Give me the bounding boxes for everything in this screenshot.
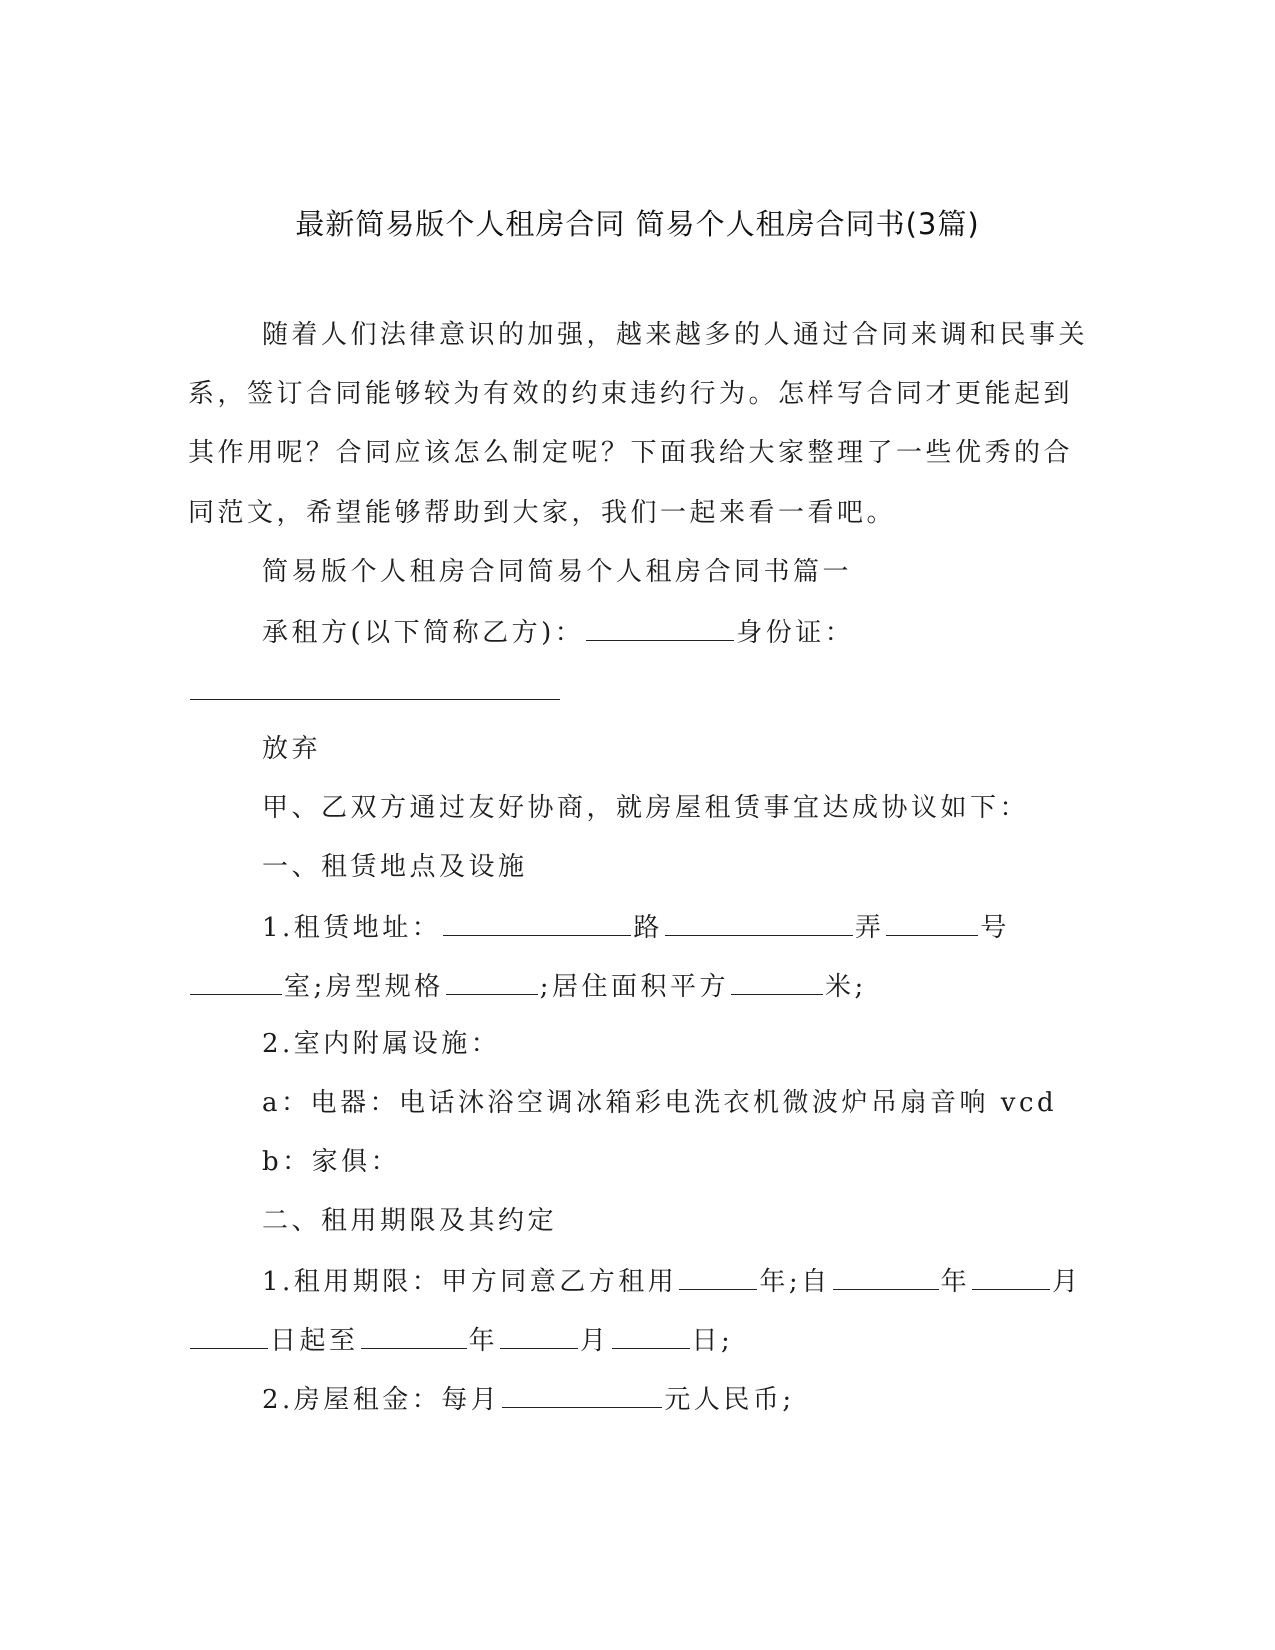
facilities-heading: 2.室内附属设施： <box>262 1029 501 1059</box>
address-label: 1.租赁地址： <box>262 913 442 943</box>
section-heading: 简易版个人租房合同简易个人租房合同书篇一 <box>262 557 853 587</box>
term-day-from-to: 日起至 <box>270 1326 359 1356</box>
term-year-from: 年;自 <box>759 1267 831 1297</box>
term-end-line <box>188 1322 733 1358</box>
term-year: 年 <box>940 1267 971 1297</box>
area-unit: 米; <box>825 972 867 1002</box>
intro-line-1: 随着人们法律意识的加强，越来越多的人通过合同来调和民事关 <box>262 320 1089 350</box>
start-month-blank[interactable] <box>972 1263 1050 1290</box>
term-month: 月 <box>1052 1267 1082 1297</box>
part2-heading: 二、租用期限及其约定 <box>262 1206 558 1236</box>
intro-line-4: 同范文，希望能够帮助到大家，我们一起来看一看吧。 <box>188 498 897 528</box>
term-day-end: 日; <box>691 1326 734 1356</box>
road-blank[interactable] <box>443 909 631 936</box>
road-label: 路 <box>633 913 663 943</box>
term-year2: 年 <box>468 1326 499 1356</box>
intro-line-3: 其作用呢？合同应该怎么制定呢？下面我给大家整理了一些优秀的合 <box>188 438 1074 468</box>
lane-blank[interactable] <box>665 909 853 936</box>
waive-text: 放弃 <box>262 734 322 764</box>
room-line <box>188 968 867 1004</box>
tenant-name-blank[interactable] <box>586 614 734 641</box>
start-year-blank[interactable] <box>833 1263 939 1290</box>
room-blank[interactable] <box>190 968 282 995</box>
agreement-text: 甲、乙双方通过友好协商，就房屋租赁事宜达成协议如下： <box>262 793 1030 823</box>
lane-label: 弄 <box>854 913 885 943</box>
address-line <box>262 909 1010 945</box>
room-label: 室;房型规格 <box>284 972 444 1002</box>
rent-line <box>262 1381 795 1417</box>
id-number-blank[interactable] <box>190 673 560 700</box>
number-label: 号 <box>980 913 1010 943</box>
end-month-blank[interactable] <box>500 1322 578 1349</box>
furniture-line: b：家俱： <box>262 1147 401 1177</box>
document-title: 最新简易版个人租房合同 简易个人租房合同书(3篇) <box>295 207 980 241</box>
part1-heading: 一、租赁地点及设施 <box>262 852 528 882</box>
tenant-line <box>262 614 854 650</box>
id-line <box>188 673 562 709</box>
start-day-blank[interactable] <box>190 1322 268 1349</box>
intro-line-2: 系，签订合同能够较为有效的约束违约行为。怎样写合同才更能起到 <box>188 379 1074 409</box>
end-year-blank[interactable] <box>361 1322 467 1349</box>
area-blank[interactable] <box>731 968 823 995</box>
appliances-line: a：电器：电话沐浴空调冰箱彩电洗衣机微波炉吊扇音响 vcd <box>262 1088 1058 1118</box>
term-years-blank[interactable] <box>679 1263 757 1290</box>
id-label: 身份证： <box>736 618 855 648</box>
rent-unit: 元人民币; <box>664 1385 795 1415</box>
layout-blank[interactable] <box>446 968 538 995</box>
tenant-label: 承租方(以下简称乙方)： <box>262 618 585 648</box>
area-label: ;居住面积平方 <box>539 972 730 1002</box>
number-blank[interactable] <box>886 909 978 936</box>
end-day-blank[interactable] <box>612 1322 690 1349</box>
term-label: 1.租用期限：甲方同意乙方租用 <box>262 1267 678 1297</box>
rent-label: 2.房屋租金：每月 <box>262 1385 501 1415</box>
term-month2: 月 <box>580 1326 610 1356</box>
rent-amount-blank[interactable] <box>502 1381 662 1408</box>
term-line <box>262 1263 1082 1299</box>
